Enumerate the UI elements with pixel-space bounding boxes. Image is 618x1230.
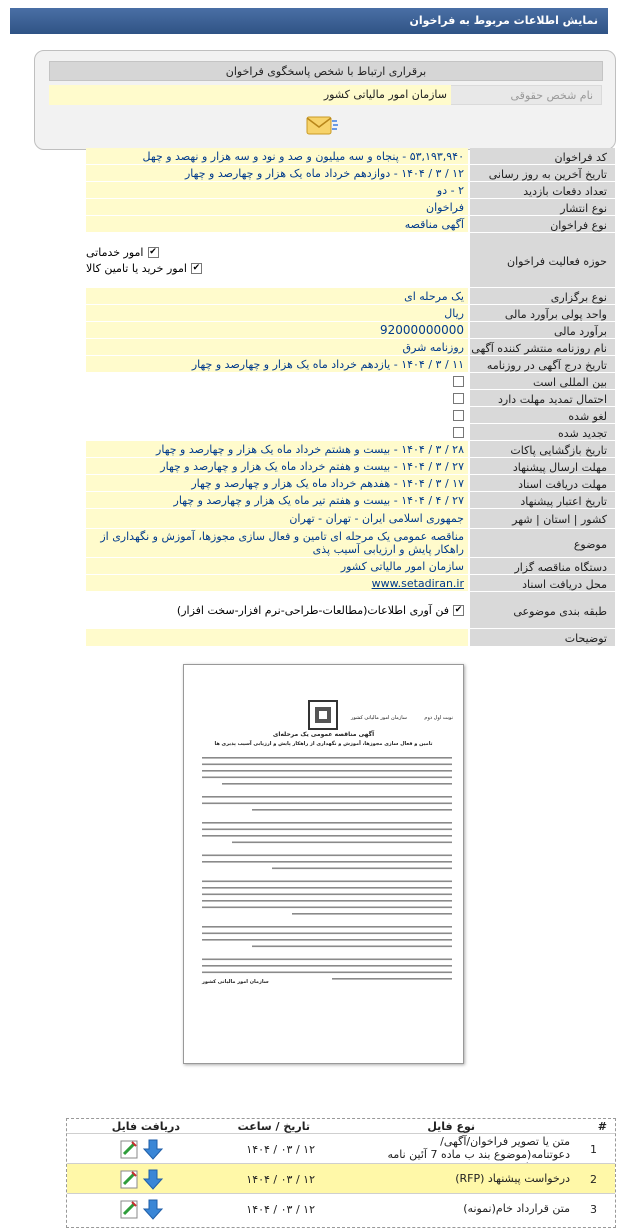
tender-document-image[interactable]: [183, 664, 464, 1064]
page-title: نمایش اطلاعات مربوط به فراخوان: [409, 14, 598, 27]
value-receive-deadline: ۱۷ / ۳ / ۱۴۰۴ - هفدهم خرداد ماه یک هزار و چهارصد و چهار: [86, 475, 468, 491]
label-newspaper-date: تاریخ درج آگهی در روزنامه: [470, 356, 615, 372]
value-send-deadline: ۲۷ / ۳ / ۱۴۰۴ - بیست و هفتم خرداد ماه یک هزار و چهارصد و چهار: [86, 458, 468, 474]
contact-value: سازمان امور مالیاتی کشور: [49, 85, 451, 105]
row-cancelled: [0, 407, 618, 424]
document-org: سازمان امور مالیاتی کشور: [351, 715, 407, 721]
label-doc-place: محل دریافت اسناد: [470, 575, 615, 591]
file-num: 2: [590, 1173, 597, 1186]
file-row: [67, 1193, 615, 1223]
value-call-type: آگهی مناقصه: [86, 216, 468, 232]
value-opening-date: ۲۸ / ۳ / ۱۴۰۴ - بیست و هشتم خرداد ماه یک هزار و چهارصد و چهار: [86, 441, 468, 457]
checkbox-extension[interactable]: [453, 393, 464, 404]
label-visits: تعداد دفعات بازدید: [470, 182, 615, 198]
header-date: تاریخ / ساعت: [237, 1120, 310, 1133]
file-num: 3: [590, 1203, 597, 1216]
row-subject: [0, 529, 618, 558]
label-receive-deadline: مهلت دریافت اسناد: [470, 475, 615, 491]
value-international: [86, 373, 468, 389]
file-date: ۱۲ / ۰۳ / ۱۴۰۴: [246, 1173, 315, 1186]
value-estimate: 92000000000: [86, 322, 468, 338]
label-call-type: نوع فراخوان: [470, 216, 615, 232]
label-activity: حوزه فعالیت فراخوان: [470, 233, 615, 287]
row-holding-type: [0, 288, 618, 305]
row-publish-type: [0, 199, 618, 216]
checkbox-international[interactable]: [453, 376, 464, 387]
label-estimate: برآورد مالی: [470, 322, 615, 338]
value-currency: ریال: [86, 305, 468, 321]
row-newspaper-date: [0, 356, 618, 373]
label-code: کد فراخوان: [470, 148, 615, 164]
value-publish-type: فراخوان: [86, 199, 468, 215]
label-send-deadline: مهلت ارسال پیشنهاد: [470, 458, 615, 474]
row-last-update: [0, 165, 618, 182]
label-location: کشور | استان | شهر: [470, 509, 615, 528]
contact-panel: [34, 50, 616, 150]
document-page: [190, 671, 457, 1057]
label-subject: موضوع: [470, 529, 615, 557]
value-description: [86, 629, 468, 646]
file-row: [67, 1133, 615, 1163]
label-currency: واحد پولی برآورد مالی: [470, 305, 615, 321]
document-note: نوبت اول دوم: [424, 715, 453, 721]
label-renewed: تجدید شده: [470, 424, 615, 440]
value-renewed: [86, 424, 468, 440]
label-newspaper: نام روزنامه منتشر کننده آگهی: [470, 339, 615, 355]
activity-item: ✔امور خدماتی: [86, 245, 157, 259]
download-icon[interactable]: [119, 1168, 165, 1190]
row-category: [0, 592, 618, 629]
value-last-update: ۱۲ / ۳ / ۱۴۰۴ - دوازدهم خرداد ماه یک هزار و چهارصد و چهار: [86, 165, 468, 181]
files-table: [66, 1118, 616, 1228]
label-cancelled: لغو شده: [470, 407, 615, 423]
value-visits: ۲ - دو: [86, 182, 468, 198]
header-num: #: [597, 1120, 607, 1133]
file-date: ۱۲ / ۰۳ / ۱۴۰۴: [246, 1143, 315, 1156]
contact-title: برقراری ارتباط با شخص پاسخگوی فراخوان: [49, 61, 603, 81]
checkbox-renewed[interactable]: [453, 427, 464, 438]
file-date: ۱۲ / ۰۳ / ۱۴۰۴: [246, 1203, 315, 1216]
value-organizer: سازمان امور مالیاتی کشور: [86, 558, 468, 574]
doc-place-link[interactable]: www.setadiran.ir: [86, 575, 468, 591]
checkbox-activity-1[interactable]: ✔: [149, 247, 157, 257]
file-type: متن قرارداد خام(نمونه): [463, 1202, 570, 1215]
label-validity-date: تاریخ اعتبار پیشنهاد: [470, 492, 615, 508]
page-header: [10, 8, 608, 34]
row-visits: [0, 182, 618, 199]
row-international: [0, 373, 618, 390]
download-icon[interactable]: [119, 1138, 165, 1160]
label-category: طبقه بندی موضوعی: [470, 592, 615, 628]
file-row: [67, 1163, 615, 1193]
document-body-text: [190, 753, 459, 1033]
document-subtitle: تامین و فعال سازی مجوزها، آموزش و نگهداری از راهکار پایش و ارزیابی آسیب پذیری ها: [214, 741, 433, 747]
row-newspaper: [0, 339, 618, 356]
checkbox-category[interactable]: ✔: [454, 604, 463, 615]
contact-label: نام شخص حقوقی: [448, 85, 602, 105]
row-renewed: [0, 424, 618, 441]
row-location: [0, 509, 618, 529]
header-type: نوع فایل: [427, 1120, 475, 1133]
row-validity-date: [0, 492, 618, 509]
document-signature: سازمان امور مالیاتی کشور: [202, 979, 269, 985]
label-publish-type: نوع انتشار: [470, 199, 615, 215]
value-validity-date: ۲۷ / ۴ / ۱۴۰۴ - بیست و هفتم تیر ماه یک هزار و چهارصد و چهار: [86, 492, 468, 508]
label-extension: احتمال تمدید مهلت دارد: [470, 390, 615, 406]
label-international: بین المللی است: [470, 373, 615, 389]
checkbox-activity-2[interactable]: ✔: [192, 263, 201, 273]
value-extension: [86, 390, 468, 406]
value-subject: مناقصه عمومی یک مرحله ای تامین و فعال سازی مجوزها، آموزش و نگهداری از راهکار پایش و ارزیابی آسیب پذی: [86, 529, 468, 557]
label-organizer: دستگاه مناقصه گزار: [470, 558, 615, 574]
document-emblem: [305, 697, 341, 733]
row-code: [0, 148, 618, 165]
document-title: آگهی مناقصه عمومی یک مرحله‌ای: [272, 731, 375, 738]
file-num: 1: [590, 1143, 597, 1156]
value-location: جمهوری اسلامی ایران - تهران - تهران: [86, 509, 468, 528]
value-newspaper: روزنامه شرق: [86, 339, 468, 355]
value-cancelled: [86, 407, 468, 423]
label-opening-date: تاریخ بازگشایی پاکات: [470, 441, 615, 457]
value-category: ✔ فن آوری اطلاعات(مطالعات-طراحی-نرم افزار-سخت افزار): [176, 603, 463, 617]
row-description: [0, 629, 618, 647]
file-type: متن یا تصویر فراخوان/آگهی/دعوتنامه(موضوع بند ب ماده 7 آئین نامه: [387, 1135, 570, 1161]
activity-item: ✔امور خرید یا تامین کالا: [86, 261, 201, 275]
files-header: [67, 1119, 615, 1133]
row-call-type: [0, 216, 618, 233]
row-activity: [0, 233, 618, 288]
row-receive-deadline: [0, 475, 618, 492]
download-icon[interactable]: [119, 1198, 165, 1220]
row-opening-date: [0, 441, 618, 458]
row-estimate: [0, 322, 618, 339]
label-last-update: تاریخ آخرین به روز رسانی: [470, 165, 615, 181]
label-holding-type: نوع برگزاری: [470, 288, 615, 304]
row-extension: [0, 390, 618, 407]
label-description: توضیحات: [470, 629, 615, 646]
value-holding-type: یک مرحله ای: [86, 288, 468, 304]
checkbox-cancelled[interactable]: [453, 410, 464, 421]
row-send-deadline: [0, 458, 618, 475]
row-currency: [0, 305, 618, 322]
value-code: ۵۳,۱۹۳,۹۴۰ - پنجاه و سه میلیون و صد و نود و سه هزار و نهصد و چهل: [86, 148, 468, 164]
row-doc-place: [0, 575, 618, 592]
value-activity: [86, 233, 468, 287]
file-type: درخواست پیشنهاد (RFP): [455, 1172, 570, 1185]
value-newspaper-date: ۱۱ / ۳ / ۱۴۰۴ - یازدهم خرداد ماه یک هزار و چهارصد و چهار: [86, 356, 468, 372]
row-organizer: [0, 558, 618, 575]
header-download: دریافت فایل: [111, 1120, 180, 1133]
mail-icon[interactable]: [305, 113, 339, 139]
